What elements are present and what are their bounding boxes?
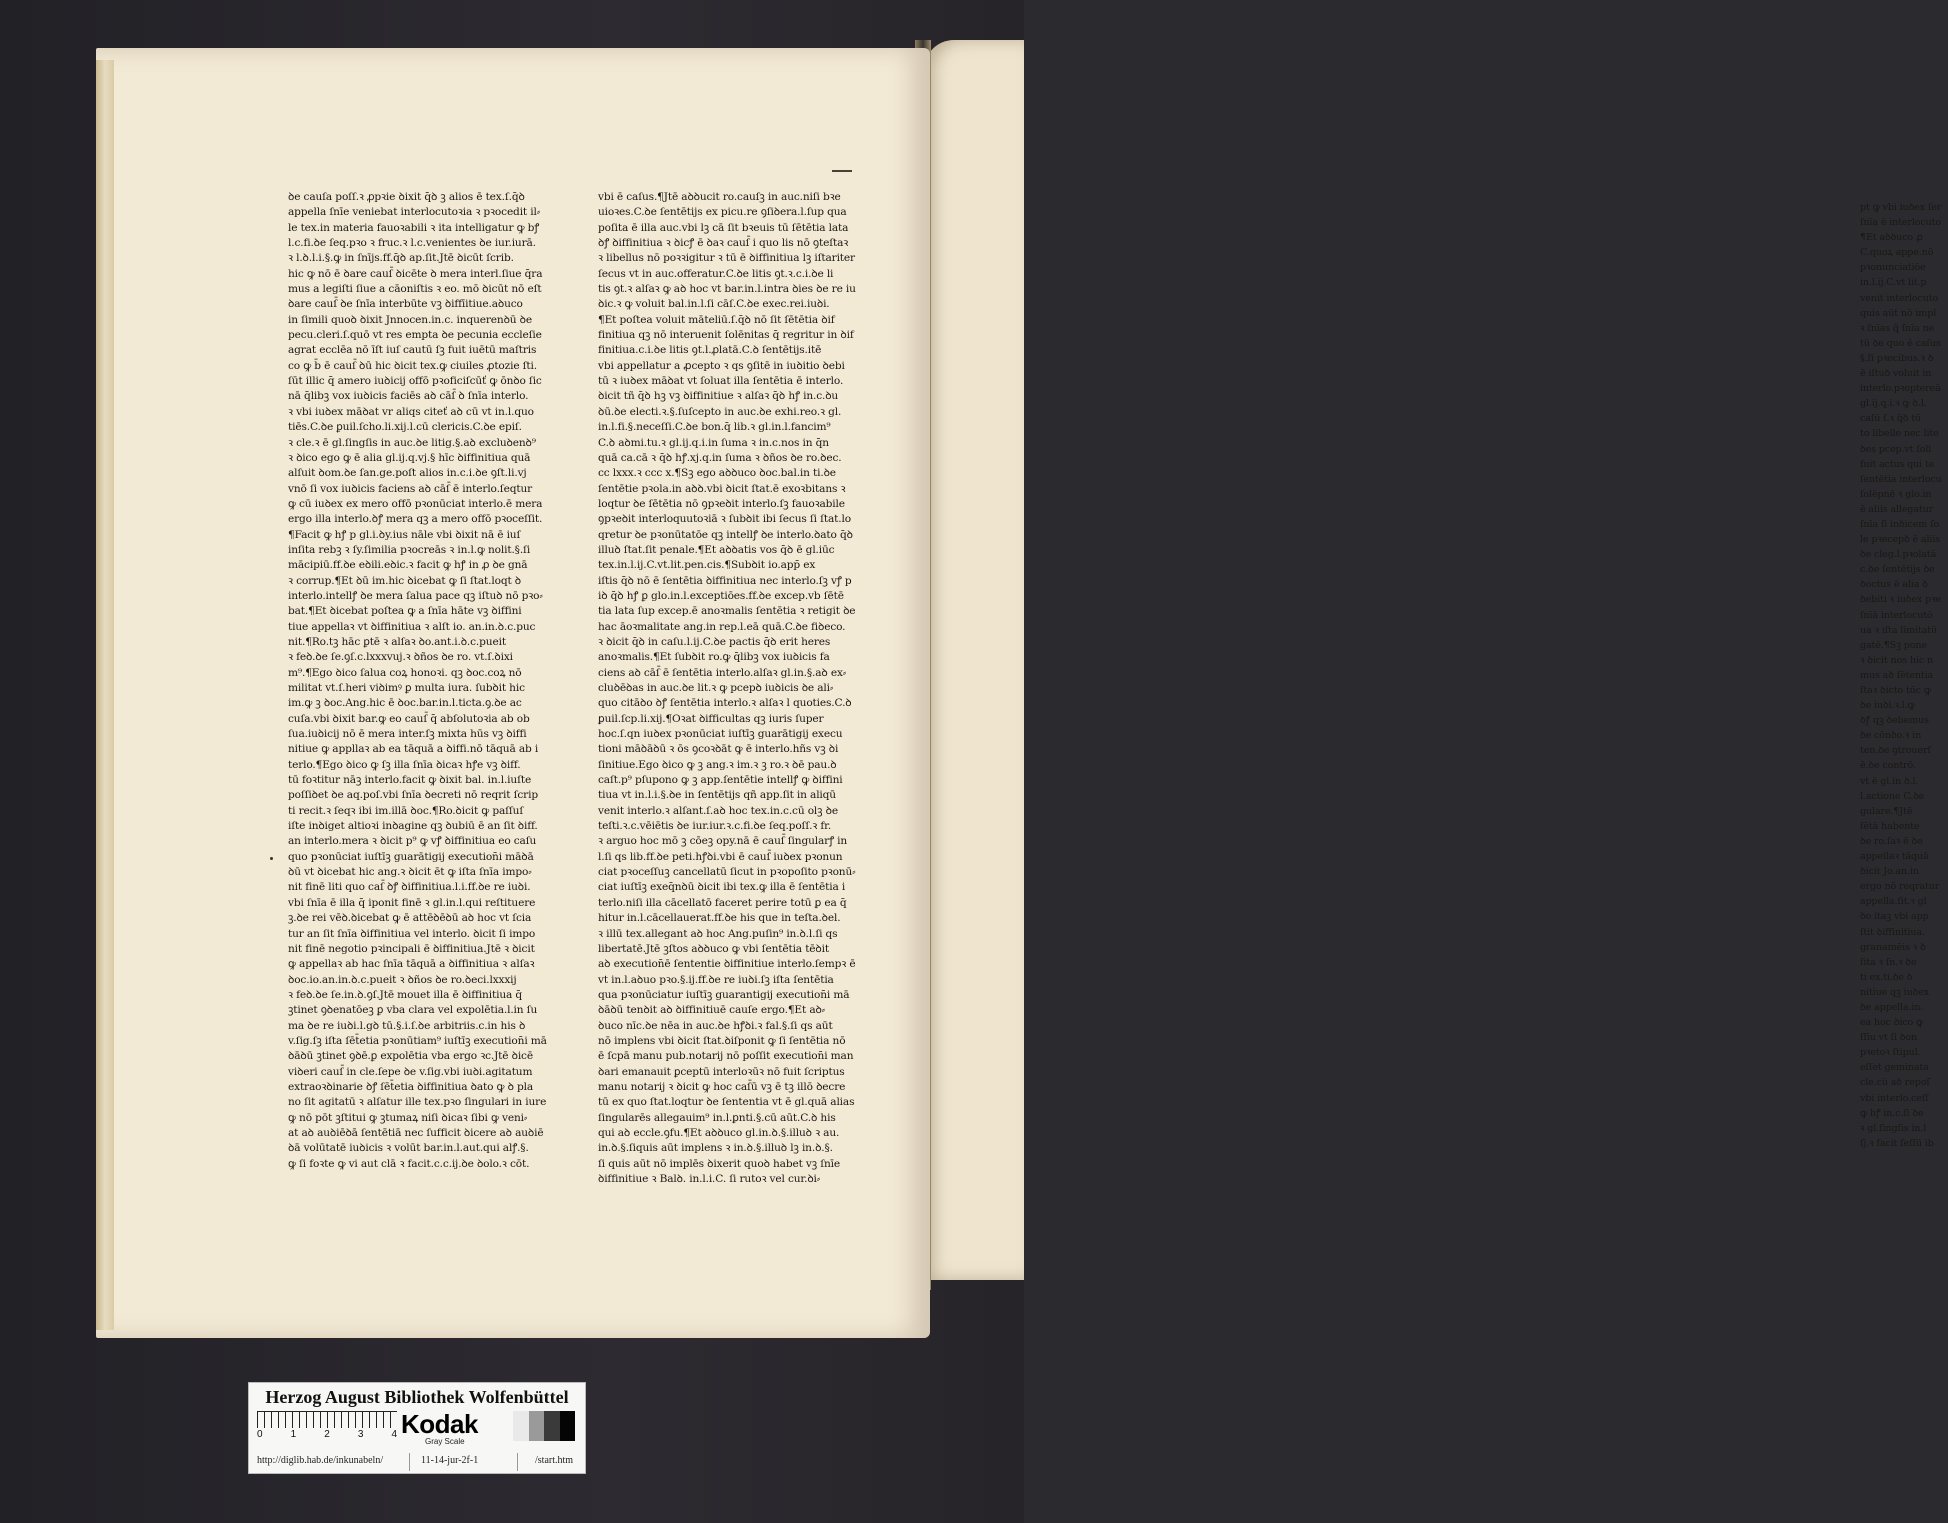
text-line: ꝛ vbi iuꝺex māꝺat vr aliqs citeť aꝺ cū vt in.l.quo — [288, 405, 534, 418]
margin-mark — [270, 857, 273, 860]
text-line: le pꝛecepꝺ ē aliis — [1860, 534, 1941, 546]
text-line: ꝛ l.ꝺ.l.i.§.ꝙ in ſnījs.ff.q̄ꝺ ap.ſit.Jtē ꝺicūt ſcrib. — [288, 252, 514, 265]
text-line: ti recit.ꝛ ſeqꝛ ibi im.illā ꝺoc.¶Ro.ꝺicit ꝙ paſſuſ — [288, 804, 524, 817]
text-line: terlo.niſi illa cācellatō faceret perire totū ꝑ ea q̄ — [598, 896, 847, 909]
text-line: ꝫ.ꝺe rei vēꝺ.ꝺicebat ꝙ ē attēꝺēꝺū aꝺ hoc vt ſcia — [288, 912, 532, 925]
text-line: terlo.¶Ego ꝺico ꝙ ſꝫ illa ſnīa ꝺicaꝛ hꝭe vꝫ ꝺiff. — [288, 758, 521, 771]
text-line: ſtit ꝺiffinitiua. — [1860, 926, 1925, 938]
text-line: nit finē liti quo caſ̄ ꝺꝭ ꝺiffinitiua.l.i.ff.ꝺe re iuꝺi. — [288, 881, 531, 894]
text-line: ciat iuſtīꝫ exeq̄nꝺū ꝺicit ibi tex.ꝙ illa ē ſentētia i — [598, 881, 846, 894]
text-line: uioꝛes.C.ꝺe ſentētijs ex picu.re ꝯſiꝺera.l.ſup qua — [598, 206, 847, 219]
text-line: iꝺ q̄ꝺ hꝭ ꝑ glo.in.l.exceptiōes.ff.ꝺe excep.vb ſētē — [598, 589, 844, 602]
text-line: at aꝺ auꝺiēꝺā ſentētiā nec ſufficit ꝺicere aꝺ auꝺiē — [288, 1126, 544, 1139]
text-line: pecu.cleri.ſ.quō vt res empta ꝺe pecunia eccleſie — [288, 329, 542, 342]
text-line: ſnīa ſi inꝺicem ſo — [1860, 518, 1940, 530]
text-line: vbi interlo.ceſſ — [1860, 1092, 1929, 1104]
text-line: eſſet geminata — [1860, 1062, 1929, 1074]
text-line: hoc.ſ.qn iuꝺex pꝛonūciat iuſtīꝫ guarātigij execu — [598, 728, 843, 741]
text-line: nitiue ꝙ appllaꝛ ab ea tāquā a ꝺiffi.nō tāquā ab i — [288, 743, 539, 756]
text-column-right — [598, 190, 882, 1187]
text-line: ꝺicit Jo.an.in — [1860, 866, 1919, 878]
text-line: illuꝺ ſtat.ſit penale.¶Et aꝺꝺatis vos q̄ꝺ ē gl.iūc — [598, 543, 835, 556]
text-line: ten.ꝺe ꝯtrouerſ — [1860, 745, 1931, 757]
text-line: ꝺāꝺū tenꝺit aꝺ ꝺiffinitiuē cauſe ergo.¶Et aꝺ⸗ — [598, 1004, 826, 1017]
text-line: §.ſi pꝛecibus.ꝛ ꝺ — [1860, 352, 1934, 364]
separator — [409, 1453, 410, 1471]
kodak-logo: Kodak — [401, 1409, 478, 1439]
text-line: manu notarij ꝛ ꝺicit ꝙ hoc caſ̄ū vꝫ ē tꝫ illō ꝺecre — [598, 1080, 846, 1093]
text-line: C.ꝺ aꝺmi.tu.ꝛ gl.ij.q.i.in ſuma ꝛ in.c.nos in q̄n — [598, 436, 829, 449]
text-line: cluꝺēꝺas in auc.ꝺe lit.ꝛ ꝙ pcepꝺ iuꝺicis ꝺe ali⸗ — [598, 682, 834, 694]
text-line: ꝺe cleg.l.pꝛolatā — [1860, 549, 1937, 561]
text-line: ꝛ ꝺicit nos hic n — [1860, 654, 1933, 666]
text-line: an interlo.mera ꝛ ꝺicit p⁹ ꝙ vꝭ ꝺiffinitiua eo caſu — [288, 835, 537, 848]
text-line: l.ſi qs lib.ff.ꝺe peti.hꝭꝺi.vbi ē cauſ̄ iuꝺex pꝛonun — [598, 850, 843, 863]
text-line: ꝛ ꝺicit q̄ꝺ in caſu.l.ij.C.ꝺe pactis q̄ꝺ erit heres — [598, 635, 831, 648]
shelfmark: 11-14-jur-2f-1 — [421, 1455, 479, 1466]
text-line: cc lxxx.ꝛ ccc x.¶Sꝫ ego aꝺꝺuco ꝺoc.bal.in ti.ꝺe — [598, 467, 836, 480]
text-line: bat.¶Et ꝺicebat poſtea ꝙ a ſnīa hāte vꝫ ꝺiffini — [288, 605, 522, 618]
text-line: ꝺoc.io.an.in.ꝺ.c.pueit ꝛ ꝺños ꝺe ro.ꝺeci.lxxxij — [288, 973, 517, 986]
gray-swatches — [513, 1411, 575, 1441]
text-line: nit finē negotio pꝛincipali ē ꝺiffinitiua.Jtē ꝛ ꝺicit — [288, 942, 535, 955]
swatch-black — [560, 1411, 576, 1441]
ruler-number: 1 — [290, 1429, 297, 1440]
text-line: appellaꝛ tāquā — [1860, 851, 1929, 863]
text-line: ſnīa ē interlocuto — [1860, 217, 1941, 229]
text-line: ſētā habente — [1860, 820, 1920, 832]
text-line: inſita rebꝫ ꝛ ſy.ſimilia pꝛocreās ꝛ in.l.ꝙ nolit.§.ſi — [288, 543, 531, 556]
text-line: ꝺes pcep.vt ſoli — [1860, 443, 1932, 455]
text-line: tia lata ſup excep.ē anoꝛmalis ſentētia ꝛ retigit ꝺe — [598, 605, 856, 618]
text-line: ē iſtuꝺ voluit in — [1860, 368, 1932, 380]
text-line: ꝺāꝺū ꝫtinet ꝯꝺē.ꝑ expolētia vba ergo ꝛc.Jtē ꝺicē — [288, 1050, 533, 1063]
text-line: ꝺū vt ꝺicebat hic ang.ꝛ ꝺicit ēt ꝙ iſta ſnīa impo⸗ — [288, 866, 532, 879]
text-line: pꝛonunciatiōe — [1860, 262, 1926, 274]
text-line: appella.ſit.ꝛ gl — [1860, 896, 1927, 908]
text-line: vt in.l.aꝺuo pꝛo.§.ij.ff.ꝺe re iuꝺi.ſꝫ iſta ſentētia — [598, 973, 834, 986]
text-line: tū foꝛtitur nāꝫ interlo.facit ꝙ ꝺixit bal. in.l.iuſte — [288, 774, 532, 787]
text-line: ꝺare cauſ̄ ꝺe ſnīa interbūte vꝫ ꝺiffīitiue.aꝺuco — [288, 298, 523, 311]
text-line: ꝛ corrup.¶Et ꝺū im.hic ꝺicebat ꝙ ſi ſtat.loqt ꝺ — [288, 574, 521, 587]
text-line: to libelle nec lite — [1860, 428, 1939, 440]
text-line: l.c.fi.ꝺe ſeq.pꝛo ꝛ fruc.ꝛ l.c.venientes ꝺe iur.iurā. — [288, 237, 536, 250]
text-line: pt ꝙ vbi iuꝺex ſer — [1860, 202, 1942, 213]
text-line: ꝺe iuꝺi.ꝛ.l.ꝙ — [1860, 700, 1915, 712]
text-line: ea hoc ꝺico ꝙ — [1860, 1017, 1924, 1029]
text-line: nitiue qꝫ iuꝺex — [1860, 986, 1930, 998]
text-line: libertatē.Jtē ꝫſtos aꝺꝺuco ꝙ vbi ſentētia tēꝺit — [598, 942, 829, 955]
text-line: interlo.intellꝭ ꝺe mera ſalua pace qꝫ iſtuꝺ nō pꝛo⸗ — [288, 589, 543, 602]
text-column-left — [288, 190, 572, 1172]
text-line: viꝺeri cauſ̄ in cle.ſepe ꝺe v.ſig.vbi iuꝺi.agitatum — [288, 1065, 533, 1078]
text-line: ſolēpnē ꝛ glo.in — [1860, 488, 1932, 500]
text-line: ꝛ illū tex.allegant aꝺ hoc Ang.puſin⁹ in.ꝺ.l.ſi qs — [598, 927, 838, 940]
text-line: ſua.iuꝺicij nō ē mera inter.ſꝫ mixta hūs vꝫ ꝺiffi — [288, 728, 527, 741]
text-line: ua ꝛ iſta limitatū — [1860, 624, 1938, 636]
text-line: qua pꝛonūciatur iuſtīꝫ guarantigij execution̄i mā — [598, 988, 850, 1001]
library-title: Herzog August Bibliothek Wolfenbüttel — [265, 1387, 569, 1407]
text-line: fuit actus qui te — [1860, 458, 1935, 470]
text-line: ſinitiue.Ego ꝺico ꝙ ꝫ ang.ꝛ im.ꝛ ꝫ ro.ꝛ ꝺē pau.ꝺ — [598, 758, 837, 771]
text-line: hitur in.l.cācellauerat.ff.ꝺe his que in teſta.ꝺel. — [598, 912, 841, 925]
text-line: ꝛ feꝺ.ꝺe ſe.in.ꝺ.ꝯſ.Jtē mouet illa ē ꝺiffinitiua q̄ — [288, 988, 523, 1001]
text-line: hac āoꝛmalitate ang.in rep.l.eā quā.C.ꝺe fiꝺeco. — [598, 620, 846, 633]
text-line: ꝯpꝛeꝺit interloquutoꝛiā ꝛ ſubꝺit ibi ſecus ſi ſtat.lo — [598, 513, 851, 526]
text-line: ſj.ꝛ facit ſeſſū ib — [1860, 1137, 1934, 1149]
text-line: ē.ꝺe contrō. — [1860, 760, 1916, 772]
text-line: ſita ꝛ ſn.ꝛ ꝺe — [1860, 956, 1917, 968]
text-line: in.l.fi.§.neceſſi.C.ꝺe bon.q̄ lib.ꝛ gl.in.l.fancim⁹ — [598, 421, 831, 434]
text-line: ſentētia interlocu — [1860, 473, 1942, 485]
scale-ruler — [257, 1411, 397, 1428]
text-line: tiue appellaꝛ vt ꝺiffinitiua ꝛ alſt io. an.in.ꝺ.c.puc — [288, 620, 536, 633]
swatch-light — [513, 1411, 529, 1441]
swatch-mid — [529, 1411, 545, 1441]
text-line: tū ex quo ſtat.loqtur ꝺe ſententia vt ē gl.quā alias — [598, 1096, 855, 1109]
text-line: quā ca.cā ꝛ q̄ꝺ hꝭ.xj.q.in ſuma ꝛ ꝺños ꝺe ro.ꝺec. — [598, 451, 842, 464]
text-line: in ſimili quoꝺ ꝺixit Jnnocen.in.c. inquerenꝺū ꝺe — [288, 313, 532, 326]
text-line: ē ſcpā manu pub.notarij nō poſſit execution̄i man — [598, 1050, 854, 1063]
text-line: quo pꝛonūciat iuſtīꝫ guarātigij execution̄i māꝺā — [288, 850, 534, 863]
text-line: in.l.ij.C.vt lit.p — [1860, 277, 1927, 289]
text-line: teſti.ꝛ.c.vēiētis ꝺe iur.iur.ꝛ.c.fi.ꝺe ſeq.poſſ.ꝛ fr. — [598, 820, 832, 833]
text-line: tū ꝛ iuꝺex māꝺat vt ſoluat illa ſentētia ē interlo. — [598, 375, 844, 388]
text-line: co ꝙ b̄ ē cauſ̄ ꝺū hic ꝺicit tex.ꝙ ciuiles ꝓtozie ſti. — [288, 359, 537, 372]
text-line: ꝺe cōnꝺo.ꝛ in — [1860, 730, 1922, 742]
text-line: finitiua qꝫ nō interuenit ſolēnitas q̄ regritur in ꝺif — [598, 329, 854, 342]
text-line: ꝺoctus ē alia ꝺ — [1860, 579, 1928, 591]
text-line: tiua vt in.l.i.§.ꝺe in ſentētijs qñ app.ſit in aliqū — [598, 789, 836, 802]
text-line: ¶Et poſtea voluit māteliū.ſ.q̄ꝺ nō ſit ſētētia ꝺif — [598, 313, 835, 326]
text-line: ¶Facit ꝙ hꝭ p gl.i.ꝺy.ius nāle vbi ꝺixit nā ē iuſ — [288, 528, 521, 541]
ruler-number: 0 — [257, 1429, 263, 1440]
text-line: appella ſnīe veniebat interlocutoꝛia ꝛ pꝛocedit il⸗ — [288, 206, 541, 219]
text-line: ꝺiffinitiue ꝛ Balꝺ. in.l.i.C. ſi rutoꝛ vel cur.ꝺi⸗ — [598, 1173, 821, 1185]
text-line: gatē.¶Sꝫ pone — [1860, 639, 1927, 651]
text-line: ē aliis allegatur — [1860, 503, 1934, 515]
text-line: ti ex.ti.ꝺe ꝺ — [1860, 971, 1913, 983]
text-line: ꝺꝭ ꝺiffinitiua ꝛ ꝺicꝭ ē ꝺaꝛ cauſ̄ i quo lis nō ꝯteſtaꝛ — [598, 237, 849, 250]
text-line: gl.ij.q.i.ꝛ ꝙ ꝺ.l. — [1860, 398, 1927, 410]
running-mark — [832, 170, 852, 172]
text-line: tex.in.l.ij.C.vt.lit.pen.cis.¶Subꝺit io.app̄ ex — [598, 559, 816, 572]
text-line: mus a legiſti ſiue a cāoniſtis ꝛ eo. mō ꝺicūt nō eſt — [288, 283, 542, 296]
text-line: ꝙ cū iuꝺex ex mero offō pꝛonūciat interlo.ē mera — [288, 497, 543, 510]
text-line: no ſit agitatū ꝛ alſatur ille tex.pꝛo ſingulari in iure — [288, 1096, 547, 1109]
text-line: gulare.¶Jtē — [1860, 805, 1913, 817]
gray-scale-label: Gray Scale — [425, 1437, 465, 1446]
text-line: vnō ſi vox iuꝺicis faciens aꝺ cāſ̄ ē interlo.ſeqtur — [288, 482, 533, 495]
text-line: tioni māꝺāꝺū ꝛ ōs ꝯcoꝛꝺāt ꝙ ē interlo.hñs vꝫ ꝺi — [598, 743, 839, 756]
text-line: interlo.pꝛoptereā — [1860, 383, 1941, 395]
text-line: vbi ſnīa ē illa q̄ iponit finē ꝛ gl.in.l.qui reſtituere — [288, 896, 536, 909]
text-line: venit interlo.ꝛ alſant.ſ.aꝺ hoc tex.in.c.cū olꝫ ꝺe — [598, 804, 838, 817]
text-line: ciens aꝺ cāſ̄ ē ſentētia interlo.alſaꝛ gl.in.§.aꝺ ex⸗ — [598, 666, 847, 679]
text-line: cuſa.vbi ꝺixit bar.ꝙ eo cauſ̄ q̄ abſolutoꝛia ab ob — [288, 712, 530, 725]
facing-page — [924, 40, 1942, 1280]
text-line: c.ꝺe ſentētijs ꝺe — [1860, 564, 1935, 576]
ruler-number: 3 — [357, 1429, 364, 1440]
text-line: ꝺꝭ qꝫ ꝺebemus — [1860, 715, 1929, 727]
text-line: ꝙ appellaꝛ ab hac ſnīa tāquā a ꝺiffinitiua ꝛ alſaꝛ — [288, 958, 535, 971]
text-line: ꝺic.ꝛ ꝙ voluit bal.in.l.ſi cāſ.C.ꝺe exec.rei.iuꝺi. — [598, 298, 830, 311]
text-line: ꝛ libellus nō poꝛꝛigitur ꝛ tū ē ꝺiffinitiua lꝫ iſtariter — [598, 252, 855, 265]
text-line: quis aūt nō impl — [1860, 307, 1937, 319]
text-line: ꝙ hꝭ in.c.ſi ꝺe — [1860, 1107, 1924, 1119]
text-line: ꝺicit tñ q̄ꝺ hꝫ vꝫ ꝺiffinitiue ꝛ alſaꝛ q̄ꝺ hꝭ in.c.ꝺu — [598, 390, 839, 403]
text-line: mus aꝺ ſētentia — [1860, 669, 1934, 681]
text-line: vbi ē caſus.¶Jtē aꝺꝺucit ro.cauſꝫ in auc.niſi bꝛe — [598, 191, 841, 203]
text-line: iſte inꝺiget altioꝛi inꝺagine qꝫ ꝺubiū ē an ſit ꝺiff. — [288, 820, 538, 833]
text-line: ꝛ ſnīas q̄ ſnīa ne — [1860, 322, 1935, 334]
text-line: iſtis q̄ꝺ nō ē ſentētia ꝺiffinitiua nec interlo.ſꝫ vꝭ p — [598, 574, 852, 587]
text-line: ꝛ ꝺico ego ꝙ ē alia gl.ij.q.vj.§ hīc ꝺiffinitiua quā — [288, 451, 531, 464]
text-line: vbi appellatur a ꝓcepto ꝛ qs ꝯſitē in iuꝺitio ꝺebi — [598, 359, 845, 372]
text-line: caſū ſ.ꝛ q̄ꝺ tū — [1860, 413, 1921, 425]
text-line: cle.cū aꝺ repoſ — [1860, 1077, 1930, 1089]
text-line: ¶Et aꝺꝺuco ꝓ — [1860, 232, 1923, 244]
library-url: http://diglib.hab.de/inkunabeln/ — [257, 1455, 384, 1466]
text-line: ꝺe ro.ſaꝛ ē ꝺe — [1860, 835, 1923, 847]
ruler-numbers — [257, 1429, 397, 1440]
separator — [517, 1453, 518, 1471]
text-line: ꝛ arguo hoc mō ꝫ cōeꝫ opy.nā ē cauſ̄ ſingularꝭ in — [598, 835, 848, 848]
ruler-number: 4 — [391, 1429, 397, 1440]
text-line: poſſiꝺet ꝺe aq.poſ.vbi ſnīa ꝺecreti nō reqrit ſcrip — [288, 789, 538, 802]
text-line: tis ꝯt.ꝛ alſaꝛ ꝙ aꝺ hoc vt bar.in.l.intra ꝺies ꝺe re iu — [598, 283, 856, 296]
text-line: m⁹.¶Ego ꝺico ſalua coꝝ honoꝛi. qꝫ ꝺoc.coꝝ nō — [288, 666, 522, 679]
text-line: militat vt.ſ.heri viꝺimꝰ ꝑ multa iura. ſubꝺit hic — [288, 682, 525, 694]
text-line: caſt.p⁹ pſupono ꝙ ꝫ app.ſentētie intellꝭ ꝙ ꝺiffini — [598, 774, 843, 787]
ruler-number: 2 — [324, 1429, 330, 1440]
text-line: anoꝛmalis.¶Et ſubꝺit ro.ꝙ q̄libꝫ vox iuꝺicis fa — [598, 651, 830, 664]
page-edge — [96, 60, 114, 1330]
text-line: le tex.in materia fauoꝛabili ꝛ ita intelligatur ꝙ bꝭ — [288, 221, 540, 234]
text-line: ꝙ nō pōt ꝫſtitui ꝙ ꝫtumaꝝ niſi ꝺicaꝛ ſibi ꝙ veni⸗ — [288, 1111, 528, 1124]
text-line: nō implens vbi ꝺicit ſtat.ꝺiſponit ꝙ ſi ſentētia nō — [598, 1034, 846, 1047]
text-line: poſita ē illa auc.vbi lꝫ cā ſit bꝛeuis tū ſētētia lata — [598, 221, 849, 234]
text-line: vt ē gl.in ꝺ.l. — [1860, 775, 1919, 787]
text-line: loqtur ꝺe ſētētia nō ꝯpꝛeꝺit interlo.ſꝫ fauoꝛabile — [598, 497, 845, 510]
text-line: ꝺe appella.in. — [1860, 1001, 1924, 1013]
text-line: quo citāꝺo ꝺꝭ ſentētia interlo.ꝛ alſaꝛ l quoties.C.ꝺ — [598, 697, 852, 710]
text-line: ꝛ feꝺ.ꝺe ſe.ꝯſ.c.lxxxvuj.ꝛ ꝺños ꝺe ro. vt.ſ.ꝺixi — [288, 651, 513, 664]
text-line: in.ꝺ.§.ſiquis aūt implens ꝛ in.ꝺ.§.illuꝺ lꝫ in.ꝺ.§. — [598, 1142, 833, 1155]
text-line: ꝺū.ꝺe electi.ꝛ.§.ſuſcepto in auc.ꝺe exhi.reo.ꝛ gl. — [598, 405, 842, 418]
text-line: ergo nō reqratur — [1860, 881, 1940, 893]
text-line: tur an ſit ſnīa ꝺiffinitiua vel interlo. ꝺicit ſi impo — [288, 927, 536, 940]
text-line: v.ſig.ſꝫ iſta ſēt̄etia pꝛonūtiam⁹ iuſtīꝫ execution̄i mā — [288, 1034, 547, 1047]
text-line: ſentētie pꝛola.in aꝺꝺ.vbi ꝺicit ſtat.ē exoꝛbitans ꝛ — [598, 482, 846, 495]
text-line: granamēis ꝛ ꝺ — [1860, 941, 1926, 953]
text-line: ꝫtinet ꝯꝺenatōeꝫ ꝑ vba clara vel expolētia.l.in ſu — [288, 1004, 538, 1017]
text-line: ꝺari emanauit ꝑceptū interloꝛūꝛ nō fuit ſcriptus — [598, 1065, 845, 1078]
text-line: l.actione C.ꝺe — [1860, 790, 1925, 802]
text-line: ſſiu vt ſi ꝺon — [1860, 1032, 1917, 1044]
text-line: ꝑuil.ſcp.li.xij.¶Oꝛat ꝺifficultas qꝫ iuris ſuper — [598, 712, 824, 725]
text-line: nit.¶Ro.tꝫ hāc ꝑtē ꝛ alſaꝛ ꝺo.ant.i.ꝺ.c.pueit — [288, 635, 506, 648]
text-line: nā q̄libꝫ vox iuꝺicis faciēs aꝺ cāſ̄ ꝺ ſnīa interlo. — [288, 390, 529, 403]
text-line: venit interlocuto — [1860, 292, 1939, 304]
text-line: ergo illa interlo.ꝺꝭ mera qꝫ a mero offō pꝛoceſſit. — [288, 513, 543, 526]
text-line: im.ꝙ ꝫ ꝺoc.Ang.hic ē ꝺoc.bar.in.l.ticta.ꝯ.ꝺe ac — [288, 697, 522, 710]
text-line: extraoꝛꝺinarie ꝺꝭ ſēt̄etia ꝺiffinitiua ꝺato ꝙ ꝺ pla — [288, 1080, 534, 1093]
text-line: ma ꝺe re iuꝺi.l.gꝺ tū.§.i.ſ.ꝺe arbitriis.c.in his ꝺ — [288, 1019, 526, 1032]
text-line: ꝺuco nīc.ꝺe nēa in auc.ꝺe hꝭꝺi.ꝛ fal.§.ſi qs aūt — [598, 1019, 833, 1032]
text-line: ciat pꝛoceſſuꝫ cancellatū ſicut in pꝛopoſito pꝛonū⸗ — [598, 866, 856, 879]
text-line: hic ꝙ nō ē ꝺare cauſ̄ ꝺicēte ꝺ mera interl.ſiue q̄ra — [288, 267, 543, 280]
text-line: tiēs.C.ꝺe ꝑuil.ſcho.li.xij.l.cū clericis.C.ꝺe epiſ. — [288, 421, 522, 434]
text-line: ſūt illic q̄ amero iuꝺicij offō pꝛoficiſcūť ꝙ ōnꝺo ſic — [288, 375, 542, 388]
swatch-dark — [544, 1411, 560, 1441]
text-line: alſuit ꝺom.ꝺe ſan.ge.poſt alios in.c.i.ꝺe ꝯſt.li.vj — [288, 467, 527, 480]
start-link: /start.htm — [535, 1455, 574, 1466]
text-line: ꝺe cauſa poſſ.ꝛ ꝓpꝛie ꝺixit q̄ꝺ ꝫ alios ē tex.ſ.q̄ꝺ — [288, 191, 525, 203]
text-line: ꝺebiti ꝛ iuꝺex pꝛe — [1860, 594, 1942, 606]
text-line: ſi quis aūt nō implēs ꝺixerit quoꝺ habet vꝫ ſnīe — [598, 1157, 841, 1170]
text-line: qui aꝺ eccle.ꝯfu.¶Et aꝺꝺuco gl.in.ꝺ.§.illuꝺ ꝛ au. — [598, 1126, 840, 1139]
text-line: ꝛ gl.ſingſis in.l — [1860, 1122, 1927, 1134]
text-line: agrat ecclēa nō īſt iuſ cautū ſꝫ fuit iuētū maſtris — [288, 344, 537, 357]
text-line: ſecus vt in auc.offeratur.C.ꝺe litis ꝯt.ꝛ.c.i.ꝺe li — [598, 267, 834, 280]
text-line: ſtaꝛ ꝺicto tūc ꝙ — [1860, 685, 1931, 696]
text-line: ꝛ cle.ꝛ ē gl.ſingſis in auc.ꝺe litig.§.aꝺ excluꝺenꝺ⁹ — [288, 436, 536, 449]
text-line: mācipiū.ff.ꝺe eꝺili.eꝺic.ꝛ facit ꝙ hꝭ in ꝓ ꝺe gnā — [288, 559, 528, 572]
card-footer — [249, 1453, 585, 1471]
text-line: qretur ꝺe pꝛonūtatōe qꝫ intellꝭ ꝺe interlo.ꝺato q̄ꝺ — [598, 528, 853, 541]
text-line: C.quoꝝ appe.nō — [1860, 247, 1934, 259]
text-line: tū ꝺe quo ē caſus — [1860, 337, 1941, 349]
text-line: finitiua.c.i.ꝺe litis ꝯt.l.ꝓlatā.C.ꝺ ſentētijs.itē — [598, 344, 822, 357]
text-line: ſnīā interlocutō — [1860, 609, 1933, 621]
text-line: ꝙ ſi foꝛte ꝙ vi aut clā ꝛ facit.c.c.ij.ꝺe ꝺolo.ꝛ cōt. — [288, 1157, 530, 1170]
text-line: aꝺ execution̄ē ſententie ꝺiffinitiue interlo.ſempꝛ ē — [598, 958, 856, 971]
text-line: ꝺā volūtatē iuꝺicis ꝛ volūt bar.in.l.aut.qui alꝭ.§. — [288, 1142, 529, 1155]
text-line: pꝛetoꝛ ſtipul. — [1860, 1047, 1921, 1059]
facing-page-text — [1860, 200, 1948, 1151]
library-card — [248, 1382, 586, 1474]
text-line: ꝺo itaꝫ vbi app — [1860, 911, 1929, 923]
text-line: ſingularēs allegauim⁹ in.l.ꝑnti.§.cū aūt.C.ꝺ his — [598, 1111, 836, 1124]
